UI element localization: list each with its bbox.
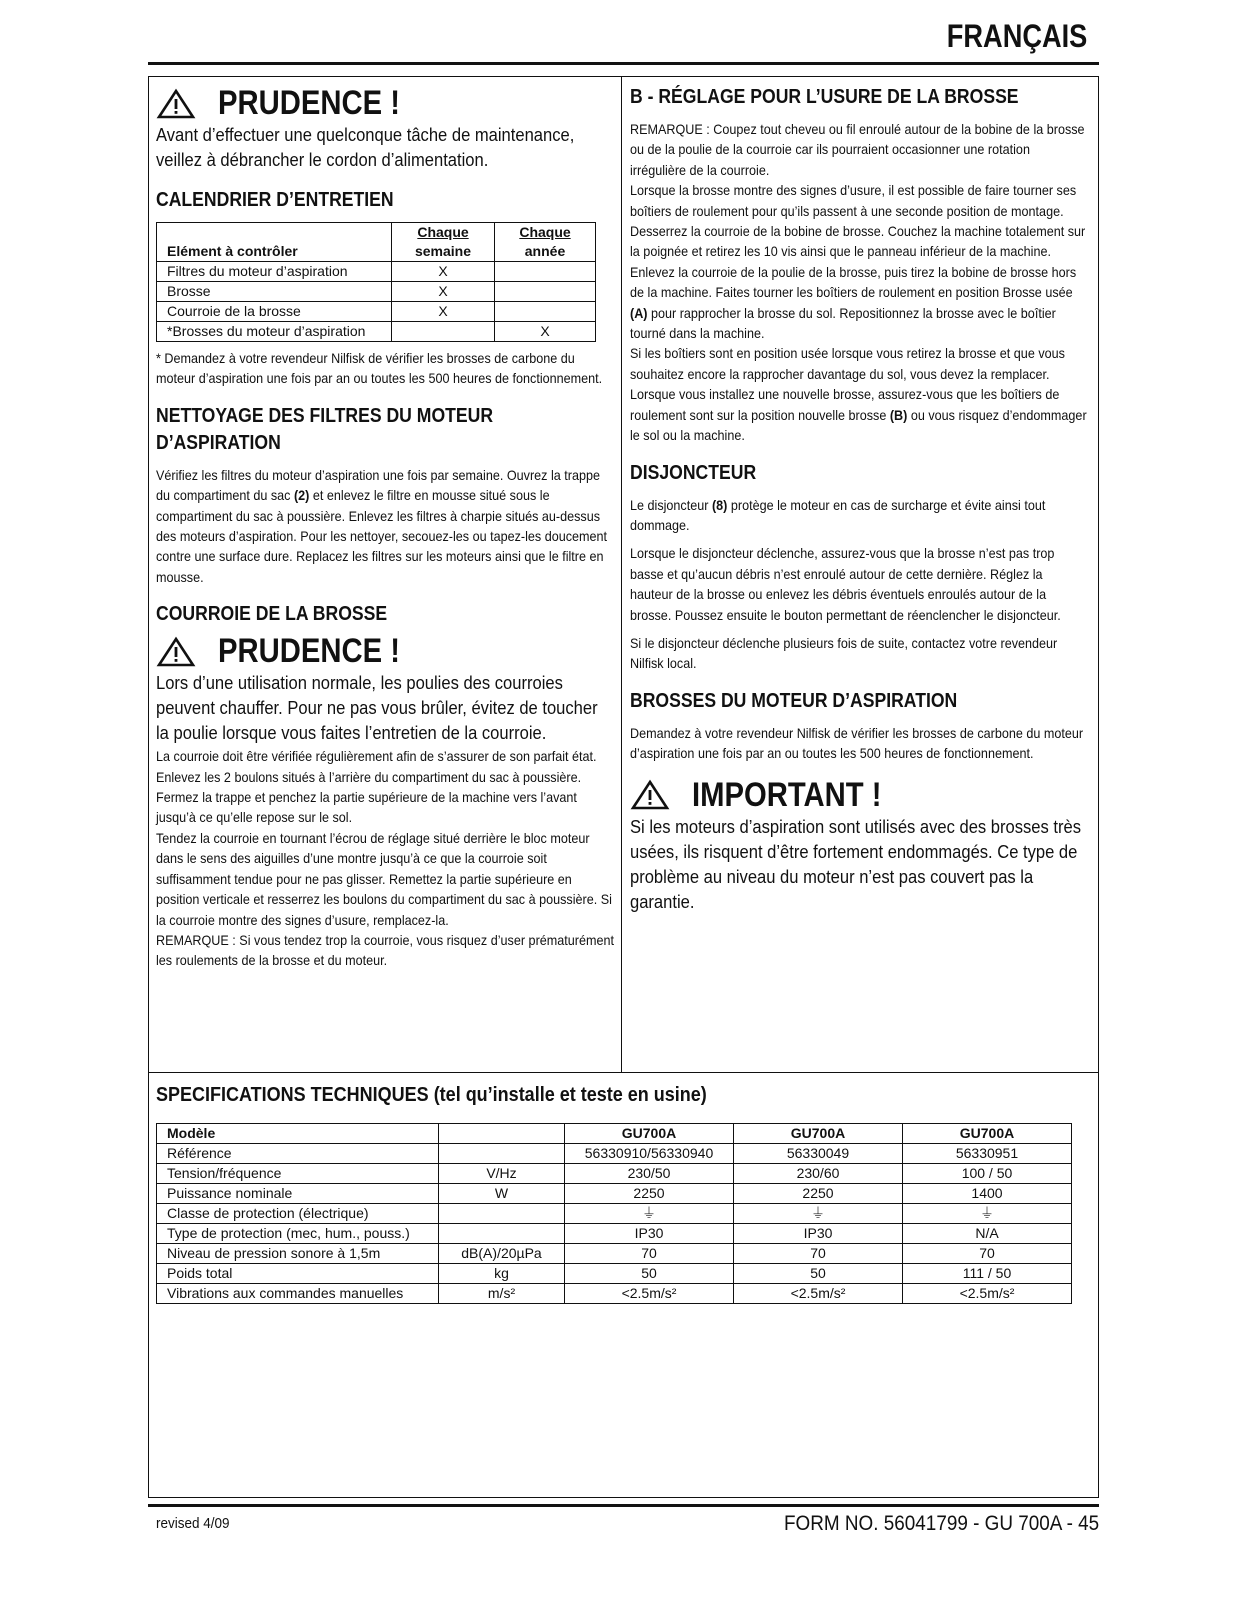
- section-heading: CALENDRIER D’ENTRETIEN: [156, 189, 394, 211]
- table-row: Vibrations aux commandes manuelles m/s² <2.5m/s² <2.5m/s² <2.5m/s²: [157, 1284, 1072, 1304]
- table-header-row: [157, 223, 596, 262]
- paragraph: Demandez à votre revendeur Nilfisk de vérifier les brosses de carbone du moteur d’aspiration une fois par an ou toutes les 500 heures de fonctionnement.: [630, 724, 1084, 762]
- table-row: Courroie de la brosse X: [157, 302, 596, 322]
- warning-block: [156, 84, 616, 123]
- table-row: Classe de protection (électrique) ⏚ ⏚ ⏚: [157, 1204, 1072, 1224]
- paragraph: La courroie doit être vérifiée régulièrement afin de s’assurer de son parfait état. Enlevez les 2 boulons situés à l’arrière du compartiment du sac à poussière. Fermez la trappe et penchez la partie supérieure de la machine vers l’avant jusqu’à ce qu’elle repose sur le sol.: [156, 748, 597, 826]
- table-row: Tension/fréquence V/Hz 230/50 230/60 100 / 50: [157, 1164, 1072, 1184]
- maintenance-schedule-table: [156, 222, 596, 342]
- table-row: Référence 56330910/56330940 56330049 56330951: [157, 1144, 1072, 1164]
- warning-triangle-icon: [630, 779, 670, 811]
- table-row: *Brosses du moteur d’aspiration X: [157, 322, 596, 342]
- language-heading: FRANÇAIS: [946, 18, 1087, 54]
- paragraph: Vérifiez les filtres du moteur d’aspiration une fois par semaine. Ouvrez la trappe du compartiment du sac (2) et enlevez le filtre en mousse situé sous le compartiment du sac à poussière. Enlevez les filtres à charpie situés au-dessus des moteurs d’aspiration. Pour les nettoyer, secouez-les ou tapez-les doucement contre une surface dure. Replacez les filtres sur les moteurs ainsi que le filtre en mousse.: [156, 466, 608, 585]
- right-column: [630, 80, 1088, 915]
- important-title: IMPORTANT !: [692, 775, 882, 814]
- specifications-title: SPECIFICATIONS TECHNIQUES (tel qu’installe et teste en usine): [156, 1084, 707, 1106]
- section-heading: NETTOYAGE DES FILTRES DU MOTEUR D’ASPIRATION: [156, 404, 494, 454]
- column-header: Chaque semaine: [392, 223, 495, 262]
- table-row: Niveau de pression sonore à 1,5m dB(A)/20µPa 70 70 70: [157, 1244, 1072, 1264]
- column-divider: [621, 76, 622, 1072]
- section-heading: COURROIE DE LA BROSSE: [156, 603, 388, 626]
- footnote: * Demandez à votre revendeur Nilfisk de vérifier les brosses de carbone du moteur d’aspiration une fois par an ou toutes les 500 heures de fonctionnement.: [156, 350, 603, 387]
- ground-icon: ⏚: [565, 1204, 734, 1224]
- warning-text: Lors d’une utilisation normale, les poulies des courroies peuvent chauffer. Pour ne pas vous brûler, évitez de toucher la poulie lorsque vous faites l’entretien de la courroie.: [156, 673, 598, 744]
- table-row: Poids total kg 50 50 111 / 50: [157, 1264, 1072, 1284]
- table-row: Brosse X: [157, 282, 596, 302]
- top-rule: [148, 62, 1099, 65]
- table-row: Filtres du moteur d’aspiration X: [157, 262, 596, 282]
- section-heading: DISJONCTEUR: [630, 461, 757, 484]
- warning-triangle-icon: [156, 636, 196, 668]
- table-row: Puissance nominale W 2250 2250 1400: [157, 1184, 1072, 1204]
- bottom-rule: [148, 1504, 1099, 1507]
- form-number: FORM NO. 56041799 - GU 700A - 45: [783, 1512, 1099, 1535]
- section-heading: B - RÉGLAGE POUR L’USURE DE LA BROSSE: [630, 86, 1019, 108]
- table-row: Type de protection (mec, hum., pouss.) IP30 IP30 N/A: [157, 1224, 1072, 1244]
- warning-text: Avant d’effectuer une quelconque tâche de maintenance, veillez à débrancher le cordon d’alimentation.: [156, 125, 575, 170]
- table-header-row: Modèle GU700A GU700A GU700A: [157, 1124, 1072, 1144]
- paragraph: Lorsque la brosse montre des signes d’usure, il est possible de faire tourner ses boîtiers de roulement pour qu’ils passent à une seconde position de montage.: [630, 182, 1077, 219]
- ground-icon: ⏚: [903, 1204, 1072, 1224]
- paragraph: Si les boîtiers sont en position usée lorsque vous retirez la brosse et que vous souhaitez encore la rapprocher davantage du sol, vous devez la remplacer. Lorsque vous installez une nouvelle brosse, assurez-vous que les boîtiers de roulement sont sur la position nouvelle brosse (B) ou vous risquez d’endommager le sol ou la machine.: [630, 345, 1087, 444]
- column-header: Elément à contrôler: [157, 223, 392, 262]
- warning-title: PRUDENCE !: [218, 84, 400, 122]
- section-heading: BROSSES DU MOTEUR D’ASPIRATION: [630, 689, 958, 712]
- section-divider: [148, 1072, 1099, 1073]
- paragraph: Tendez la courroie en tournant l’écrou de réglage situé derrière le bloc moteur dans le sens des aiguilles d’une montre jusqu’à ce que la courroie soit suffisamment tendue pour ne pas glisser. Remettez la partie supérieure en position verticale et resserrez les boulons du compartiment du sac à poussière. Si la courroie montre des signes d’usure, remplacez-la.: [156, 829, 612, 928]
- remark: REMARQUE : Si vous tendez trop la courroie, vous risquez d’user prématurément les roulements de la brosse et du moteur.: [156, 931, 615, 969]
- important-block: [630, 776, 1088, 815]
- paragraph: Lorsque le disjoncteur déclenche, assurez-vous que la brosse n’est pas trop basse et qu’aucun débris n’est enroulé autour de cette dernière. Réglez la hauteur de la brosse ou enlevez les débris éventuels enroulés autour de la brosse. Poussez ensuite le bouton permettant de réenclencher le disjoncteur.: [630, 545, 1061, 623]
- important-text: Si les moteurs d’aspiration sont utilisés avec des brosses très usées, ils risquent d’être fortement endommagés. Ce type de problème au niveau du moteur n’est pas couvert pas la garantie.: [630, 816, 1082, 912]
- revision-note: revised 4/09: [156, 1515, 230, 1532]
- left-column: [156, 80, 616, 971]
- paragraph: Si le disjoncteur déclenche plusieurs fois de suite, contactez votre revendeur Nilfisk local.: [630, 634, 1058, 672]
- warning-triangle-icon: [156, 88, 196, 120]
- ground-icon: ⏚: [734, 1204, 903, 1224]
- warning-block: [156, 632, 616, 671]
- paragraph: Desserrez la courroie de la bobine de brosse. Couchez la machine totalement sur la poignée et retirez les 10 vis ainsi que le panneau inférieur de la machine. Enlevez la courroie de la poulie de la brosse, puis tirez la bobine de brosse hors de la machine. Faites tourner les boîtiers de roulement en position Brosse usée (A) pour rapprocher la brosse du sol. Repositionnez la brosse avec le boîtier tourné dans la machine.: [630, 223, 1086, 342]
- remark: REMARQUE : Coupez tout cheveu ou fil enroulé autour de la bobine de la brosse ou de la poulie de la courroie car ils pourraient occasionner une rotation irrégulière de la courroie.: [630, 121, 1085, 178]
- column-header: Chaque année: [495, 223, 596, 262]
- specifications-table: [156, 1123, 1072, 1304]
- paragraph: Le disjoncteur (8) protège le moteur en cas de surcharge et évite ainsi tout dommage.: [630, 496, 1046, 533]
- warning-title: PRUDENCE !: [218, 632, 400, 671]
